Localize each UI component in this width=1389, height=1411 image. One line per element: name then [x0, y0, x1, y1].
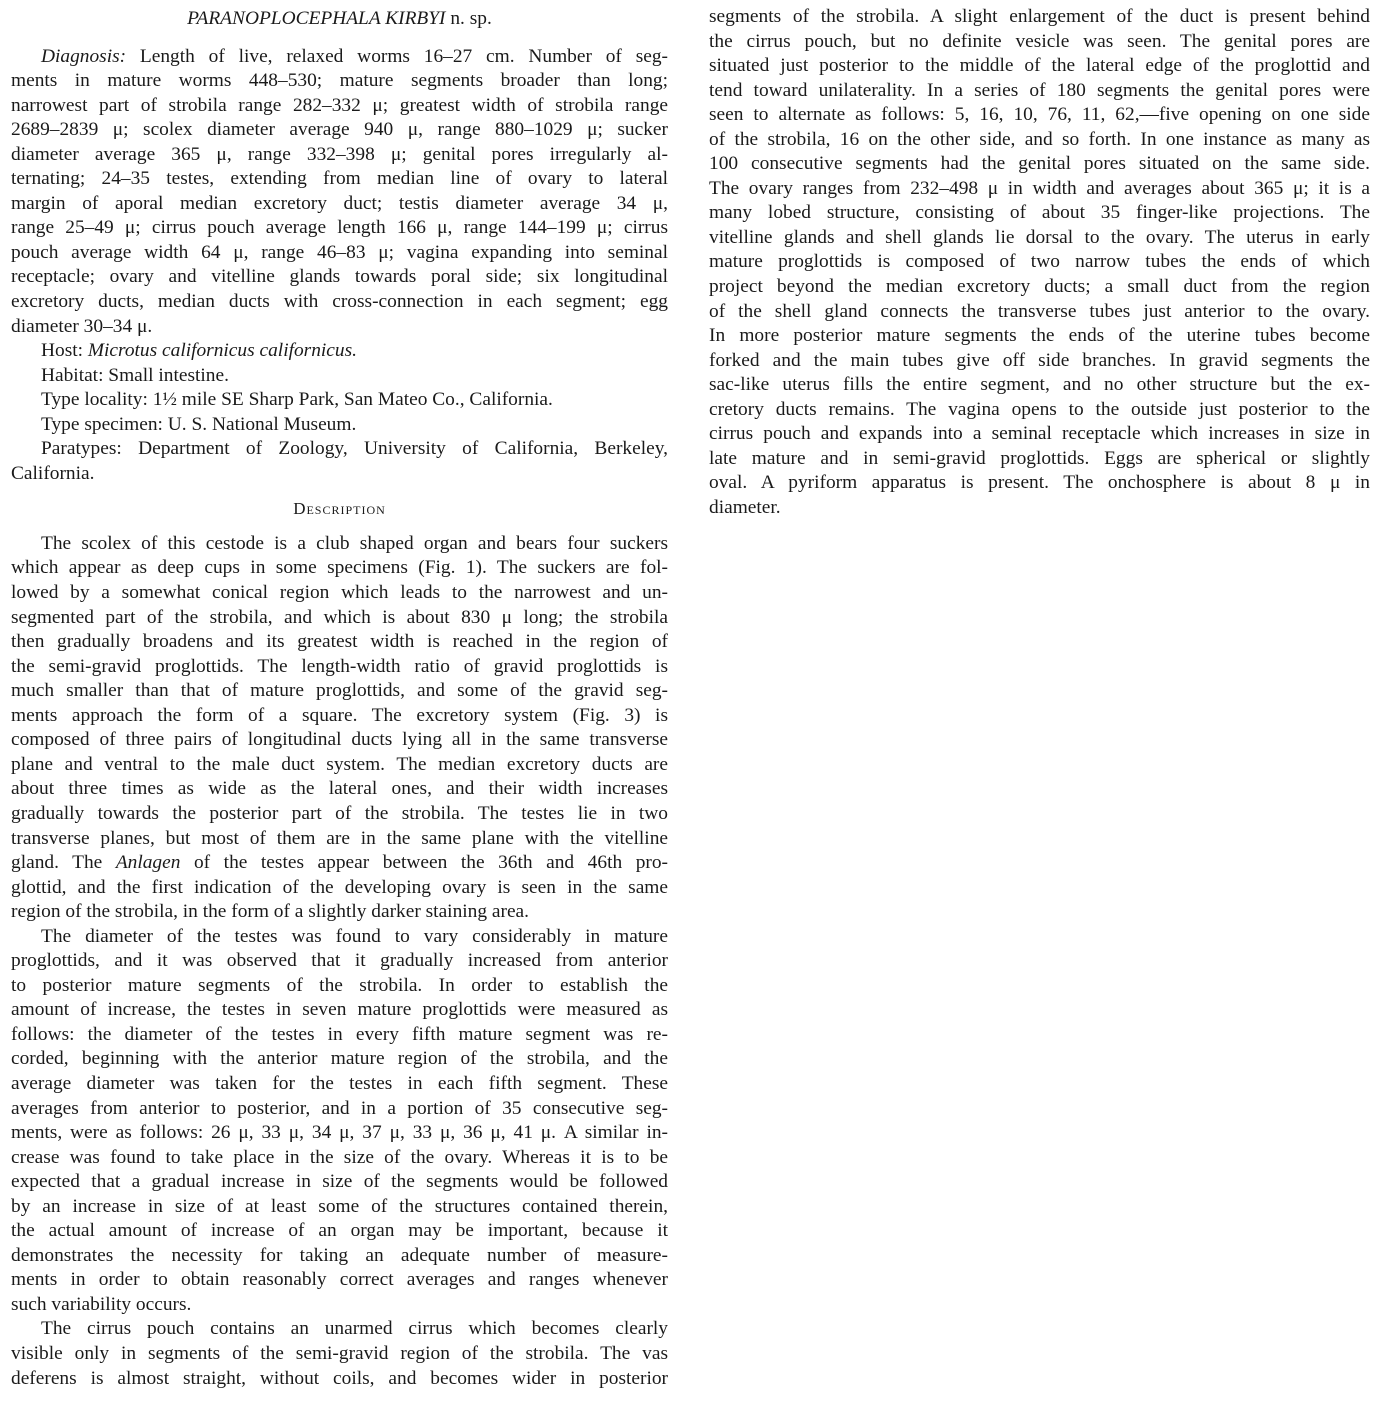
paragraph	[11, 413, 668, 438]
text-line: receptacle; ovary and vitelline glands towards poral side; six longitudinal	[11, 266, 668, 288]
text-line: by an increase in size of at least some of the structures contained therein,	[11, 1195, 668, 1217]
text-line: which appear as deep cups in some specimens (Fig. 1). The suckers are fol-	[11, 557, 668, 579]
text-line: The scolex of this cestode is a club shaped organ and bears four suckers	[41, 532, 668, 554]
text-line: gland. The Anlagen of the testes appear between the 36th and 46th pro-	[11, 852, 668, 874]
text-line: ments, were as follows: 26 μ, 33 μ, 34 μ, 37 μ, 33 μ, 36 μ, 41 μ. A similar in-	[11, 1122, 668, 1144]
paragraph	[11, 339, 668, 364]
text-line: range 25–49 μ; cirrus pouch average length 166 μ, range 144–199 μ; cirrus	[11, 217, 668, 239]
text-line: Host: Microtus californicus californicus.	[41, 340, 357, 362]
text-line: seen to alternate as follows: 5, 16, 10, 76, 11, 62,—five opening on one side	[709, 104, 1370, 126]
text-line: situated just posterior to the middle of the lateral edge of the proglottid and	[709, 55, 1370, 77]
text-line: visible only in segments of the semi-gravid region of the strobila. The vas	[11, 1342, 668, 1364]
article-title	[11, 7, 668, 32]
text-line: gradually towards the posterior part of the strobila. The testes lie in two	[11, 802, 668, 824]
text-line: ments in mature worms 448–530; mature segments broader than long;	[11, 70, 668, 92]
text-line: diameter 30–34 μ.	[11, 315, 153, 337]
text-line: Diagnosis: Length of live, relaxed worms 16–27 cm. Number of seg-	[41, 45, 668, 67]
paragraph	[709, 5, 1370, 520]
italic-text: Microtus californicus californicus.	[87, 340, 357, 362]
paragraph	[11, 364, 668, 389]
text-line: many lobed structure, consisting of about 35 finger-like projections. The	[709, 202, 1370, 224]
text-line: pouch average width 64 μ, range 46–83 μ; vagina expanding into seminal	[11, 241, 668, 263]
text-line: PARANOPLOCEPHALA KIRBYI n. sp.	[187, 8, 492, 29]
text-line: corded, beginning with the anterior mature region of the strobila, and the	[11, 1048, 668, 1070]
text-line: California.	[11, 462, 95, 484]
text-line: Habitat: Small intestine.	[41, 364, 229, 386]
text-line: excretory ducts, median ducts with cross-connection in each segment; egg	[11, 291, 668, 313]
paragraph	[11, 45, 668, 340]
text-line: narrowest part of strobila range 282–332 μ; greatest width of strobila range	[11, 94, 668, 116]
text-line: to posterior mature segments of the strobila. In order to establish the	[11, 974, 668, 996]
text-line: region of the strobila, in the form of a slightly darker staining area.	[11, 901, 530, 923]
text-line: the semi-gravid proglottids. The length-width ratio of gravid proglottids is	[11, 655, 668, 677]
text-line: ternating; 24–35 testes, extending from median line of ovary to lateral	[11, 168, 668, 190]
text-line: The ovary ranges from 232–498 μ in width and averages about 365 μ; it is a	[709, 177, 1370, 199]
text-line: crease was found to take place in the size of the ovary. Whereas it is to be	[11, 1146, 668, 1168]
text-line: demonstrates the necessity for taking an adequate number of measure-	[11, 1244, 668, 1266]
right-column	[709, 5, 1370, 520]
text-line: composed of three pairs of longitudinal ducts lying all in the same transverse	[11, 729, 668, 751]
text-line: tend toward unilaterality. In a series of 180 segments the genital pores were	[709, 79, 1370, 101]
italic-text: Anlagen	[115, 852, 181, 874]
text-line: margin of aporal median excretory duct; testis diameter average 34 μ,	[11, 192, 668, 214]
text-line: 100 consecutive segments had the genital pores situated on the same side.	[709, 153, 1370, 175]
text-line: of the strobila, 16 on the other side, and so forth. In one instance as many as	[709, 128, 1370, 150]
text-line: forked and the main tubes give off side branches. In gravid segments the	[709, 349, 1370, 371]
text-line: mature proglottids is composed of two narrow tubes the ends of which	[709, 251, 1370, 273]
text-line: glottid, and the first indication of the developing ovary is seen in the same	[11, 876, 668, 898]
text-line: ments approach the form of a square. The excretory system (Fig. 3) is	[11, 704, 668, 726]
paragraph	[11, 532, 668, 925]
section-heading	[11, 497, 668, 522]
text-line: Description	[293, 499, 386, 519]
text-line: Paratypes: Department of Zoology, University of California, Berkeley,	[41, 438, 668, 460]
text-line: segmented part of the strobila, and which is about 830 μ long; the strobila	[11, 606, 668, 628]
text-line: of the shell gland connects the transverse tubes just anterior to the ovary.	[709, 300, 1370, 322]
text-line: follows: the diameter of the testes in every fifth mature segment was re-	[11, 1023, 668, 1045]
text-line: amount of increase, the testes in seven mature proglottids were measured as	[11, 999, 668, 1021]
text-line: project beyond the median excretory ducts; a small duct from the region	[709, 276, 1370, 298]
text-line: plane and ventral to the male duct system. The median excretory ducts are	[11, 753, 668, 775]
italic-text: PARANOPLOCEPHALA KIRBYI	[187, 8, 446, 29]
text-line: Type locality: 1½ mile SE Sharp Park, San Mateo Co., California.	[41, 389, 553, 411]
text-line: vitelline glands and shell glands lie dorsal to the ovary. The uterus in early	[709, 226, 1370, 248]
text-line: average diameter was taken for the testes in each fifth segment. These	[11, 1072, 668, 1094]
text-line: diameter average 365 μ, range 332–398 μ; genital pores irregularly al-	[11, 143, 668, 165]
italic-text: Diagnosis:	[41, 45, 127, 67]
text-line: proglottids, and it was observed that it gradually increased from anterior	[11, 950, 668, 972]
text-line: much smaller than that of mature proglottids, and some of the gravid seg-	[11, 680, 668, 702]
text-line: the actual amount of increase of an organ may be important, because it	[11, 1220, 668, 1242]
text-line: then gradually broadens and its greatest width is reached in the region of	[11, 631, 668, 653]
text-line: 2689–2839 μ; scolex diameter average 940 μ, range 880–1029 μ; sucker	[11, 119, 668, 141]
text-line: sac-like uterus fills the entire segment, and no other structure but the ex-	[709, 374, 1370, 396]
text-line: expected that a gradual increase in size of the segments would be followed	[11, 1171, 668, 1193]
text-line: In more posterior mature segments the ends of the uterine tubes become	[709, 325, 1370, 347]
text-line: late mature and in semi-gravid proglottids. Eggs are spherical or slightly	[709, 447, 1370, 469]
text-line: Type specimen: U. S. National Museum.	[41, 413, 357, 435]
text-line: The cirrus pouch contains an unarmed cirrus which becomes clearly	[41, 1318, 668, 1340]
paragraph	[11, 925, 668, 1318]
text-line: such variability occurs.	[11, 1293, 192, 1315]
text-line: ments in order to obtain reasonably correct averages and ranges whenever	[11, 1269, 668, 1291]
text-line: transverse planes, but most of them are in the same plane with the vitelline	[11, 827, 668, 849]
paragraph	[11, 437, 668, 486]
text-line: diameter.	[709, 496, 781, 518]
paragraph	[11, 388, 668, 413]
text-line: deferens is almost straight, without coils, and becomes wider in posterior	[11, 1367, 668, 1389]
left-column	[11, 7, 668, 1391]
text-line: lowed by a somewhat conical region which leads to the narrowest and un-	[11, 582, 668, 604]
text-line: about three times as wide as the lateral ones, and their width increases	[11, 778, 668, 800]
text-line: cretory ducts remains. The vagina opens to the outside just posterior to the	[709, 398, 1370, 420]
text-line: the cirrus pouch, but no definite vesicle was seen. The genital pores are	[709, 30, 1370, 52]
text-line: averages from anterior to posterior, and in a portion of 35 consecutive seg-	[11, 1097, 668, 1119]
text-line: segments of the strobila. A slight enlargement of the duct is present behind	[709, 6, 1370, 27]
text-line: The diameter of the testes was found to vary considerably in mature	[41, 925, 668, 947]
text-line: oval. A pyriform apparatus is present. The onchosphere is about 8 μ in	[709, 472, 1370, 494]
paragraph	[11, 1317, 668, 1391]
text-line: cirrus pouch and expands into a seminal receptacle which increases in size in	[709, 423, 1370, 445]
